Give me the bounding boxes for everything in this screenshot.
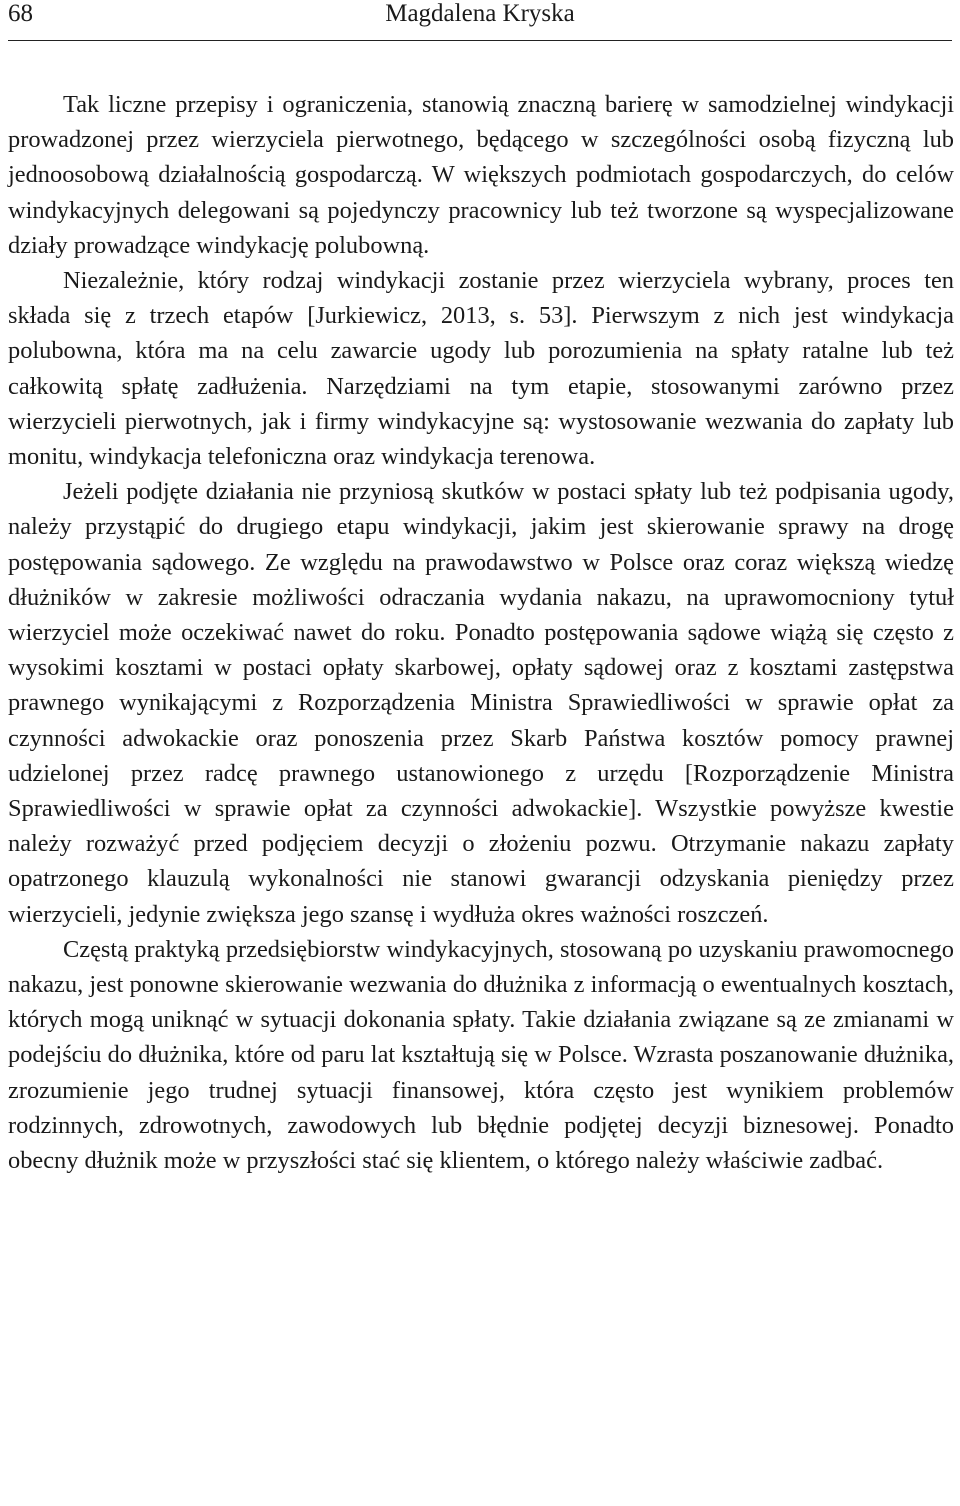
- paragraph-1: Tak liczne przepisy i ograniczenia, stanowią znaczną barierę w samodzielnej windykacji prowadzonej przez wierzyciela pierwotnego, będącego w szczególności osobą fizyczną lub jednoosobową działalnością gospodarczą. W większych podmiotach gospodarczych, do celów windykacyjnych delegowani są pojedynczy pracownicy lub też tworzone są wyspecjalizowane działy prowadzące windykację polubowną.: [8, 91, 954, 259]
- paragraph-3: Jeżeli podjęte działania nie przyniosą skutków w postaci spłaty lub też podpisania ugody, należy przystąpić do drugiego etapu windykacji, jakim jest skierowanie sprawy na drogę postępowania sądowego. Ze względu na prawodawstwo w Polsce oraz coraz większą wiedzę dłużników w zakresie możliwości odraczania wydania nakazu, na uprawomocniony tytuł wierzyciel może oczekiwać nawet do roku. Ponadto postępowania sądowe wiążą się często z wysokimi kosztami w postaci opłaty skarbowej, opłaty sądowej oraz z kosztami zastępstwa prawnego wynikającymi z Rozporządzenia Ministra Sprawiedliwości w sprawie opłat za czynności adwokackie oraz ponoszenia przez Skarb Państwa kosztów pomocy prawnej udzielonej przez radcę prawnego ustanowionego z urzędu [Rozporządzenie Ministra Sprawiedliwości w sprawie opłat za czynności adwokackie]. Wszystkie powyższe kwestie należy rozważyć przed podjęciem decyzji o złożeniu pozwu. Otrzymanie nakazu zapłaty opatrzonego klauzulą wykonalności nie stanowi gwarancji odzyskania pieniędzy przez wierzycieli, jedynie zwiększa jego szansę i wydłuża okres ważności roszczeń.: [8, 478, 954, 928]
- paragraph-2: Niezależnie, który rodzaj windykacji zostanie przez wierzyciela wybrany, proces ten składa się z trzech etapów [Jurkiewicz, 2013, s. 53]. Pierwszym z nich jest windykacja polubowna, która ma na celu zawarcie ugody lub porozumienia na spłaty ratalne lub też całkowitą spłatę zadłużenia. Narzędziami na tym etapie, stosowanymi zarówno przez wierzycieli pierwotnych, jak i firmy windykacyjne są: wystosowanie wezwania do zapłaty lub monitu, windykacja telefoniczna oraz windykacja terenowa.: [8, 267, 954, 471]
- page-number: 68: [8, 0, 33, 27]
- running-header: [8, 0, 952, 41]
- paragraph-4: Częstą praktyką przedsiębiorstw windykacyjnych, stosowaną po uzyskaniu prawomocnego nakazu, jest ponowne skierowanie wezwania do dłużnika z informacją o ewentualnych kosztach, których mogą uniknąć w sytuacji dokonania spłaty. Takie działania związane są ze zmianami w podejściu do dłużnika, które od paru lat kształtują się w Polsce. Wzrasta poszanowanie dłużnika, zrozumienie jego trudnej sytuacji finansowej, która często jest wynikiem problemów rodzinnych, zdrowotnych, zawodowych lub błędnie podjętej decyzji biznesowej. Ponadto obecny dłużnik może w przyszłości stać się klientem, o którego należy właściwie zadbać.: [8, 935, 954, 1175]
- running-title: Magdalena Kryska: [385, 0, 575, 27]
- body-text: [8, 87, 954, 1178]
